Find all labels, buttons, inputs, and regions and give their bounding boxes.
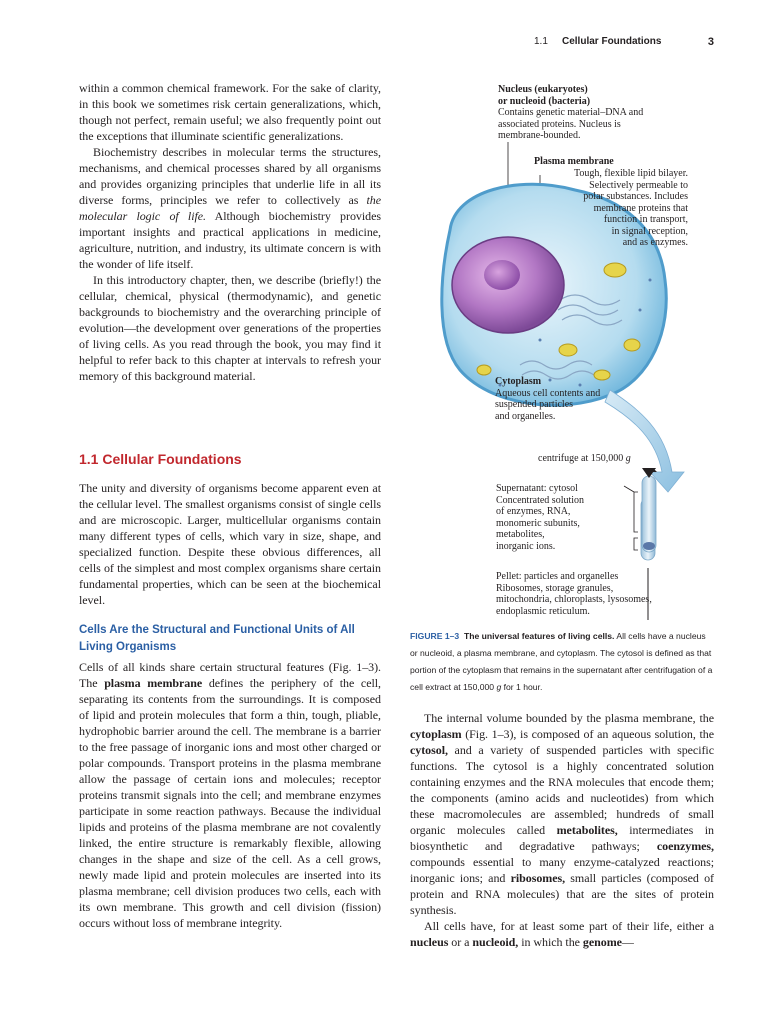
left-column-cells [79,659,381,931]
label-text: Ribosomes, storage granules, [496,582,614,594]
label-text: membrane proteins that [593,202,688,214]
italic-term: the molecular logic of life. [79,193,381,223]
label-text: Concentrated solution [496,494,585,506]
label-text: and organelles. [495,410,556,422]
text-run: defines the periphery of the cell, separating its contents from the surroundings. It is composed of lipid and protein molecules that form a thin, tough, pliable, hydrophobic barrier around the cell. The membrane is a barrier to the free passage of inorganic ions and most other charged or polar compounds. Transport proteins in the plasma membrane allow the passage of certain ions and molecules; receptor proteins transmit signals into the cell; and membrane enzymes participate in some reaction pathways. Because the individual lipids and proteins of the plasma membrane are not covalently linked, the entire structure is remarkably flexible, allowing changes in the shape and size of the cell. As a cell grows, newly made lipid and protein molecules are inserted into its plasma membrane; cell division produces two cells, each with its own membrane. This growth and cell division (fission) occurs without loss of membrane integrity. [79,676,381,930]
centrifuge-tube-illustration [620,470,680,570]
bold-term: nucleoid, [472,935,519,949]
text-run: (Fig. 1–3), is composed of an aqueous solution, the [461,727,714,741]
plasma-membrane-title [534,156,614,168]
label-text: endoplasmic reticulum. [496,605,590,617]
text-run: and a variety of suspended particles with specific functions. The cytosol is a highly concentrated solution containing enzymes and the RNA molecules that encode them; the components (amino acids and nucleotides) from which these macromolecules are assembled; hundreds of small organic molecules called [410,743,714,837]
paragraph-plasma-membrane [79,659,381,931]
label-text: monomeric subunits, [496,517,580,529]
text-run: — [621,935,634,949]
text-run: in which the [518,935,583,949]
label-text: associated proteins. Nucleus is [498,118,621,130]
label-text: Aqueous cell contents and [495,387,601,399]
centrifuge-label [538,453,631,465]
text-run: or a [448,935,473,949]
left-column-section [79,480,381,608]
label-text: Selectively permeable to [589,179,688,191]
section-heading: 1.1 Cellular Foundations [79,451,242,467]
text-run: compounds essential to many enzyme-catalyzed reactions; inorganic ions; and [410,855,714,885]
label-text: mitochondria, chloroplasts, lysosomes, [496,594,652,605]
bold-term: coenzymes, [656,839,714,853]
caption-text: for 1 hour. [501,682,543,692]
page-number: 3 [707,36,714,48]
label-text: Contains genetic material–DNA and [498,107,644,118]
label-title: Cytoplasm [495,376,542,387]
centrifuge-arrowhead [642,468,656,478]
plasma-membrane-label [574,168,688,249]
label-text: metabolites, [496,529,545,540]
paragraph-continuation: within a common chemical framework. For the sake of clarity, in this book we sometimes risk certain generalizations, which, though not perfect, remain useful; we also frequently point out the exceptions that illuminate scientific generalizations. [79,81,381,143]
text-run: Cells of all kinds share certain structural features (Fig. 1–3). The [79,660,381,690]
caption-text: All cells have a nucleus or nucleoid, a plasma membrane, and cytoplasm. The cytosol is defined as that portion of the cytoplasm that remains in the supernatant after centrifugation of a cell extract at 150,000 [410,631,713,692]
section-number: 1.1 [534,36,548,47]
label-title: or nucleoid (bacteria) [498,95,591,107]
label-title: Plasma membrane [534,156,614,167]
sub-heading: Cells Are the Structural and Functional Units of All Living Organisms [79,624,355,653]
paragraph-intro-chapter: In this introductory chapter, then, we describe (briefly!) the cellular, chemical, physical (thermodynamic), and genetic backgrounds to biochemistry and the overarching principle of evolution—the development over generations of the properties of living cells. As you read through the book, you may find it helpful to refer back to this chapter at intervals to refresh your memory of this background material. [79,273,381,383]
caption-title: The universal features of living cells. [463,631,615,641]
label-title: Nucleus (eukaryotes) [498,84,588,95]
text-run: intermediates in biosynthetic and degradative pathways; [410,823,714,853]
nucleus-label [498,84,643,142]
text-run: Although biochemistry provides important insights and practical applications in medicine, agriculture, nutrition, and industry, its ultimate concern is with the wonder of life itself. [79,209,381,271]
text-run: All cells have, for at least some part of their life, either a [424,919,714,933]
figure-caption [410,628,714,696]
label-text: function in transport, [603,214,688,225]
bold-term: cytosol, [410,743,448,757]
bold-term: cytoplasm [410,727,462,741]
text-run: The internal volume bounded by the plasma membrane, the [424,711,714,725]
running-title: Cellular Foundations [562,36,662,47]
text-run: small particles (composed of protein and RNA molecules) that are the sites of protein synthesis. [410,871,715,917]
paragraph-cytoplasm [410,710,714,918]
label-text: polar substances. Includes [583,191,688,202]
supernatant-label [496,483,584,552]
right-column [410,710,714,950]
label-unit: g [625,453,631,464]
bold-term: ribosomes, [510,871,566,885]
label-text: centrifuge at 150,000 [538,453,624,464]
label-text: Supernatant: cytosol [496,483,578,494]
caption-number: FIGURE 1–3 [410,631,460,641]
label-text: in signal reception, [611,225,688,237]
bold-term: plasma membrane [104,676,203,690]
label-text: Pellet: particles and organelles [496,571,619,582]
pellet-label [496,571,652,617]
cytoplasm-label [495,376,600,422]
bold-term: nucleus [410,935,449,949]
label-text: of enzymes, RNA, [496,506,571,517]
label-text: inorganic ions. [496,540,556,552]
label-text: membrane-bounded. [498,130,581,141]
paragraph-nucleus [410,918,714,950]
left-column [79,80,381,384]
caption-unit: g [496,682,502,692]
label-text: Tough, flexible lipid bilayer. [574,168,688,179]
bold-term: metabolites, [556,823,618,837]
paragraph-unity-diversity: The unity and diversity of organisms become apparent even at the cellular level. The smallest organisms consist of single cells and are microscopic. Larger, multicellular organisms contain many different types of cells, which vary in size, shape, and specialized function. Despite these obvious differences, all cells of the simplest and most complex organisms share certain fundamental properties, which can be seen at the biochemical level. [79,481,381,607]
paragraph-molecular-logic [79,144,381,272]
bold-term: genome [582,935,622,949]
text-run: Biochemistry describes in molecular terms the structures, mechanisms, and chemical processes shared by all organisms and provides organizing principles that underlie life in all its diverse forms, principles we refer to collectively as [79,145,381,207]
label-text: and as enzymes. [622,237,688,248]
label-text: suspended particles [495,399,574,410]
nucleolus [484,260,520,290]
